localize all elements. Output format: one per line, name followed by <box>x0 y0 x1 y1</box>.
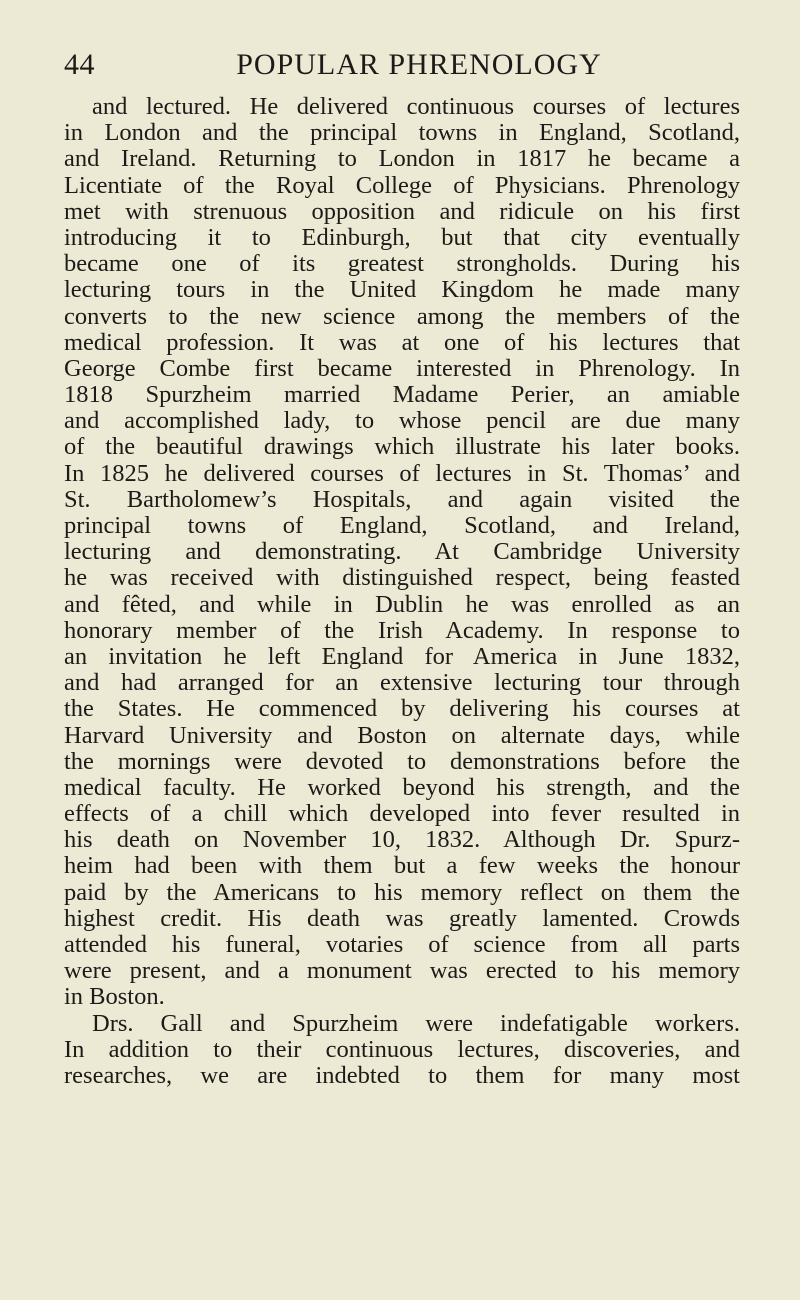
text-line: researches, we are indebted to them for many most <box>64 1061 740 1089</box>
text-line: Drs. Gall and Spurzheim were indefatigable workers. <box>92 1009 740 1037</box>
text-line: and accomplished lady, to whose pencil are due many <box>64 407 740 435</box>
text-line: and Ireland. Returning to London in 1817 he became a <box>64 145 740 173</box>
body-text <box>64 94 740 1089</box>
text-line: heim had been with them but a few weeks the honour <box>64 852 740 880</box>
text-line: introducing it to Edinburgh, but that city eventually <box>64 223 740 251</box>
text-line: Harvard University and Boston on alternate days, while <box>64 721 740 749</box>
text-line: highest credit. His death was greatly lamented. Crowds <box>64 904 740 932</box>
text-line: principal towns of England, Scotland, and Ireland, <box>64 512 740 539</box>
text-line: St. Bartholomew’s Hospitals, and again visited the <box>64 485 740 513</box>
text-line: medical profession. It was at one of his lectures that <box>64 328 740 356</box>
text-line: of the beautiful drawings which illustrate his later books. <box>64 433 740 461</box>
text-line: met with strenuous opposition and ridicule on his first <box>64 197 740 225</box>
text-line: Licentiate of the Royal College of Physicians. Phrenology <box>64 171 740 199</box>
text-line: and fêted, and while in Dublin he was enrolled as an <box>64 590 740 618</box>
text-line: In 1825 he delivered courses of lectures in St. Thomas’ and <box>64 459 740 487</box>
running-head <box>64 40 744 90</box>
text-line: paid by the Americans to his memory reflect on them the <box>64 878 740 906</box>
text-line: in Boston. <box>64 983 165 1011</box>
text-line: and lectured. He delivered continuous courses of lectures <box>92 93 740 120</box>
text-line: in London and the principal towns in England, Scotland, <box>64 119 740 147</box>
text-line: an invitation he left England for America in June 1832, <box>64 642 740 670</box>
text-line: lecturing and demonstrating. At Cambridge University <box>64 538 740 566</box>
text-line: 1818 Spurzheim married Madame Perier, an amiable <box>64 381 740 409</box>
text-line: effects of a chill which developed into fever resulted in <box>64 800 740 828</box>
page-number: 44 <box>64 48 95 81</box>
text-line: and had arranged for an extensive lecturing tour through <box>64 669 740 697</box>
text-line: George Combe first became interested in Phrenology. In <box>64 354 740 382</box>
text-line: converts to the new science among the members of the <box>64 302 740 330</box>
text-line: honorary member of the Irish Academy. In response to <box>64 616 740 644</box>
text-line: In addition to their continuous lectures, discoveries, and <box>64 1035 740 1063</box>
text-line: medical faculty. He worked beyond his strength, and the <box>64 773 740 801</box>
text-line: the mornings were devoted to demonstrations before the <box>64 747 740 775</box>
text-line: he was received with distinguished respect, being feasted <box>64 564 740 592</box>
text-line: were present, and a monument was erected to his memory <box>64 957 740 985</box>
text-line: lecturing tours in the United Kingdom he made many <box>64 276 740 304</box>
running-title: POPULAR PHRENOLOGY <box>236 48 602 81</box>
text-line: became one of its greatest strongholds. During his <box>64 250 740 278</box>
text-line: his death on November 10, 1832. Although Dr. Spurz- <box>64 826 740 854</box>
text-line: attended his funeral, votaries of science from all parts <box>64 931 740 958</box>
text-line: the States. He commenced by delivering his courses at <box>64 695 740 723</box>
